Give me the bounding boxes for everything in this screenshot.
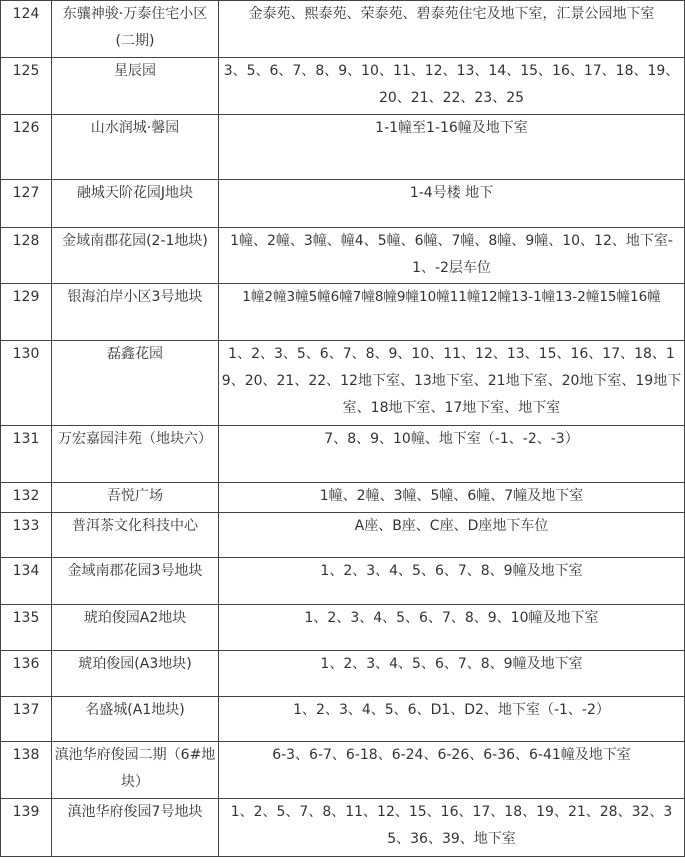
project-name: 名盛城(A1地块) xyxy=(52,697,219,742)
project-name: 星辰园 xyxy=(52,58,219,115)
table-row xyxy=(1,284,685,341)
building-scope: 1-4号楼 地下 xyxy=(219,180,685,228)
table-row xyxy=(1,513,685,558)
table-row xyxy=(1,180,685,228)
row-number: 135 xyxy=(1,605,52,651)
building-scope: 1幢、2幢、3幢、5幢、6幢、7幢及地下室 xyxy=(219,483,685,513)
row-number: 125 xyxy=(1,58,52,115)
row-number: 136 xyxy=(1,651,52,697)
building-scope: A座、B座、C座、D座地下车位 xyxy=(219,513,685,558)
table-row xyxy=(1,1,685,58)
building-scope: 1、2、5、7、8、11、12、15、16、17、18、19、21、28、32、35、36、39、地下室 xyxy=(219,799,685,857)
project-name: 山水润城·馨园 xyxy=(52,115,219,180)
building-scope: 1-1幢至1-16幢及地下室 xyxy=(219,115,685,180)
project-name: 普洱茶文化科技中心 xyxy=(52,513,219,558)
table-row xyxy=(1,426,685,483)
table-row xyxy=(1,651,685,697)
table-body xyxy=(1,1,685,857)
table-row xyxy=(1,58,685,115)
table-row xyxy=(1,742,685,799)
row-number: 137 xyxy=(1,697,52,742)
building-scope: 1、2、3、4、5、6、D1、D2、地下室（-1、-2） xyxy=(219,697,685,742)
project-name: 琥珀俊园(A3地块) xyxy=(52,651,219,697)
project-name: 金域南郡花园3号地块 xyxy=(52,558,219,605)
project-name: 银海泊岸小区3号地块 xyxy=(52,284,219,341)
building-scope: 1幢2幢3幢5幢6幢7幢8幢9幢10幢11幢12幢13-1幢13-2幢15幢16幢 xyxy=(219,284,685,341)
project-name: 东骧神骏·万泰住宅小区(二期) xyxy=(52,1,219,58)
row-number: 131 xyxy=(1,426,52,483)
row-number: 127 xyxy=(1,180,52,228)
project-name: 融城天阶花园J地块 xyxy=(52,180,219,228)
row-number: 126 xyxy=(1,115,52,180)
row-number: 124 xyxy=(1,1,52,58)
row-number: 134 xyxy=(1,558,52,605)
row-number: 129 xyxy=(1,284,52,341)
building-scope: 1、2、3、4、5、6、7、8、9幢及地下室 xyxy=(219,651,685,697)
building-scope: 1、2、3、4、5、6、7、8、9幢及地下室 xyxy=(219,558,685,605)
row-number: 139 xyxy=(1,799,52,857)
building-scope: 1、2、3、4、5、6、7、8、9、10幢及地下室 xyxy=(219,605,685,651)
table-row xyxy=(1,341,685,426)
building-scope: 金泰苑、熙泰苑、荣泰苑、碧泰苑住宅及地下室，汇景公园地下室 xyxy=(219,1,685,58)
table-row xyxy=(1,799,685,857)
project-name: 滇池华府俊园7号地块 xyxy=(52,799,219,857)
project-name: 琥珀俊园A2地块 xyxy=(52,605,219,651)
table-row xyxy=(1,697,685,742)
building-scope: 1、2、3、5、6、7、8、9、10、11、12、13、15、16、17、18、19、20、21、22、12地下室、13地下室、21地下室、20地下室、19地下室、18地下室、17地下室、地下室 xyxy=(219,341,685,426)
table-row xyxy=(1,558,685,605)
row-number: 128 xyxy=(1,228,52,284)
row-number: 130 xyxy=(1,341,52,426)
building-scope: 1幢、2幢、3幢、幢4、5幢、6幢、7幢、8幢、9幢、10、12、地下室-1、-2层车位 xyxy=(219,228,685,284)
building-scope: 3、5、6、7、8、9、10、11、12、13、14、15、16、17、18、19、20、21、22、23、25 xyxy=(219,58,685,115)
building-scope: 7、8、9、10幢、地下室（-1、-2、-3） xyxy=(219,426,685,483)
project-name: 滇池华府俊园二期（6#地块） xyxy=(52,742,219,799)
building-scope: 6-3、6-7、6-18、6-24、6-26、6-36、6-41幢及地下室 xyxy=(219,742,685,799)
project-name: 磊鑫花园 xyxy=(52,341,219,426)
table-row xyxy=(1,115,685,180)
project-name: 万宏嘉园沣苑（地块六） xyxy=(52,426,219,483)
project-name: 金域南郡花园(2-1地块) xyxy=(52,228,219,284)
row-number: 132 xyxy=(1,483,52,513)
table-row xyxy=(1,483,685,513)
table-row xyxy=(1,605,685,651)
row-number: 133 xyxy=(1,513,52,558)
table-row xyxy=(1,228,685,284)
project-name: 吾悦广场 xyxy=(52,483,219,513)
row-number: 138 xyxy=(1,742,52,799)
